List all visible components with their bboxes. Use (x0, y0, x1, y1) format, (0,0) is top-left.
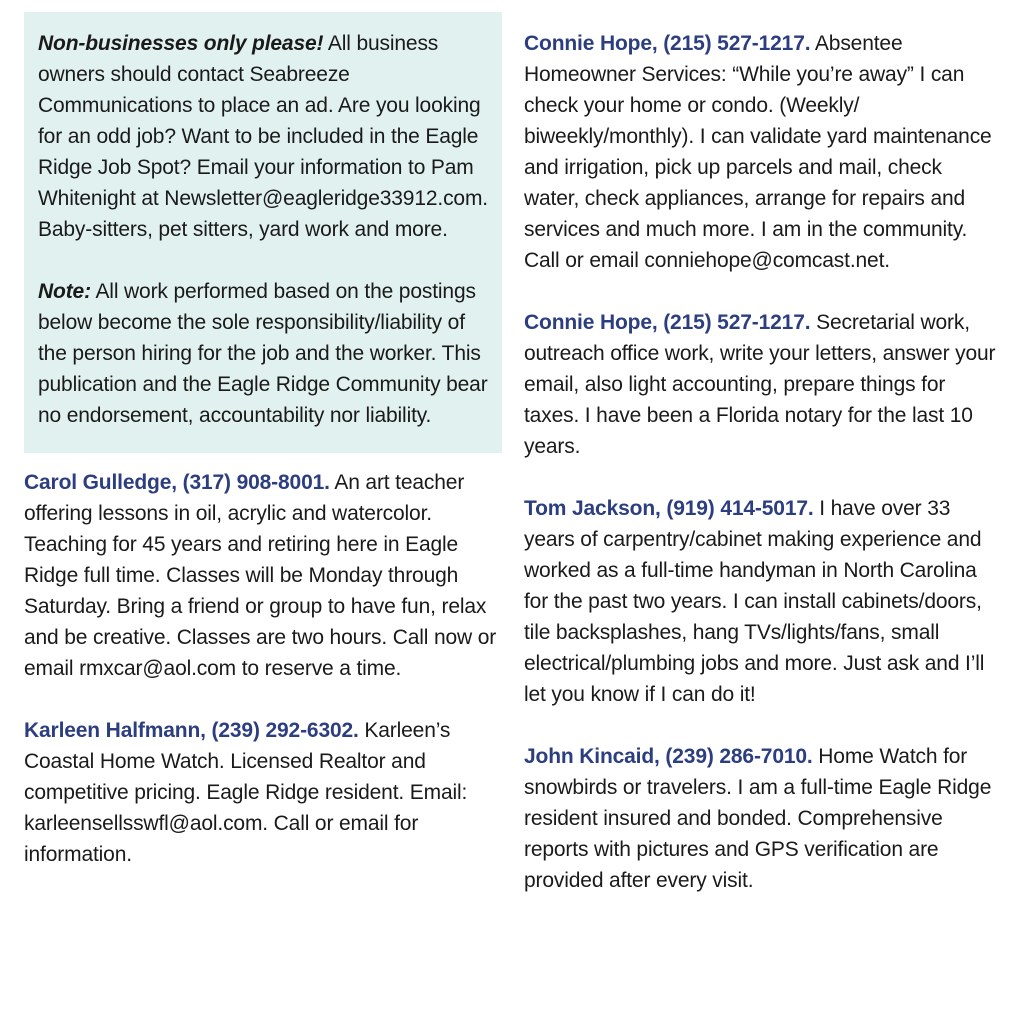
listing-text: I have over 33 years of carpentry/cabinet making experience and worked as a full-time handyman in North Carolina for the past two years. I can install cabinets/doors, tile backsplashes, hang TVs/lights/fans, small electrical/plumbing jobs and more. Just ask and I’ll let you know if I can do it! (524, 497, 985, 706)
listing-name: Connie Hope, (215) 527-1217. (524, 311, 811, 334)
listing-text: Karleen’s Coastal Home Watch. Licensed Realtor and competitive pricing. Eagle Ridge resident. Email: karleensellsswfl@aol.com. Call or email for information. (24, 719, 468, 866)
listing-tom-jackson (524, 493, 1002, 710)
notice-box (24, 12, 502, 453)
listing-connie-hope-homewatch (524, 28, 1002, 276)
notice-paragraph-2 (38, 276, 488, 431)
notice-lead-1: Non-businesses only please! (38, 32, 324, 55)
listing-text: Secretarial work, outreach office work, write your letters, answer your email, also light accounting, prepare things for taxes. I have been a Florida notary for the last 10 years. (524, 311, 996, 458)
listing-name: Tom Jackson, (919) 414-5017. (524, 497, 814, 520)
listing-connie-hope-secretarial (524, 307, 1002, 462)
listing-text: An art teacher offering lessons in oil, acrylic and watercolor. Teaching for 45 years and retiring here in Eagle Ridge full time. Classes will be Monday through Saturday. Bring a friend or group to have fun, relax and be creative. Classes are two hours. Call now or email rmxcar@aol.com to reserve a time. (24, 471, 497, 680)
notice-body-2: All work performed based on the postings below become the sole responsibility/liability of the person hiring for the job and the worker. This publication and the Eagle Ridge Community bear no endorsement, accountability nor liability. (38, 280, 488, 427)
listing-name: Karleen Halfmann, (239) 292-6302. (24, 719, 359, 742)
listing-carol-gulledge (24, 467, 502, 684)
notice-paragraph-1 (38, 28, 488, 245)
notice-lead-2: Note: (38, 280, 91, 303)
left-column (24, 12, 502, 901)
listing-karleen-halfmann (24, 715, 502, 870)
listing-text: Absentee Homeowner Services: “While you’re away” I can check your home or condo. (Weekly/ biweekly/monthly). I can validate yard maintenance and irrigation, pick up parcels and mail, check water, check appliances, arrange for repairs and services and much more. I am in the community. Call or email conniehope@comcast.net. (524, 32, 992, 272)
listing-name: John Kincaid, (239) 286-7010. (524, 745, 813, 768)
notice-body-1: All business owners should contact Seabreeze Communications to place an ad. Are you looking for an odd job? Want to be included in the Eagle Ridge Job Spot? Email your information to Pam Whitenight at Newsletter@eagleridge33912.com. Baby-sitters, pet sitters, yard work and more. (38, 32, 488, 241)
listing-name: Connie Hope, (215) 527-1217. (524, 32, 811, 55)
right-column (524, 12, 1002, 927)
listing-john-kincaid (524, 741, 1002, 896)
listing-name: Carol Gulledge, (317) 908-8001. (24, 471, 330, 494)
listing-text: Home Watch for snowbirds or travelers. I am a full-time Eagle Ridge resident insured and bonded. Comprehensive reports with pictures and GPS verification are provided after every visit. (524, 745, 992, 892)
